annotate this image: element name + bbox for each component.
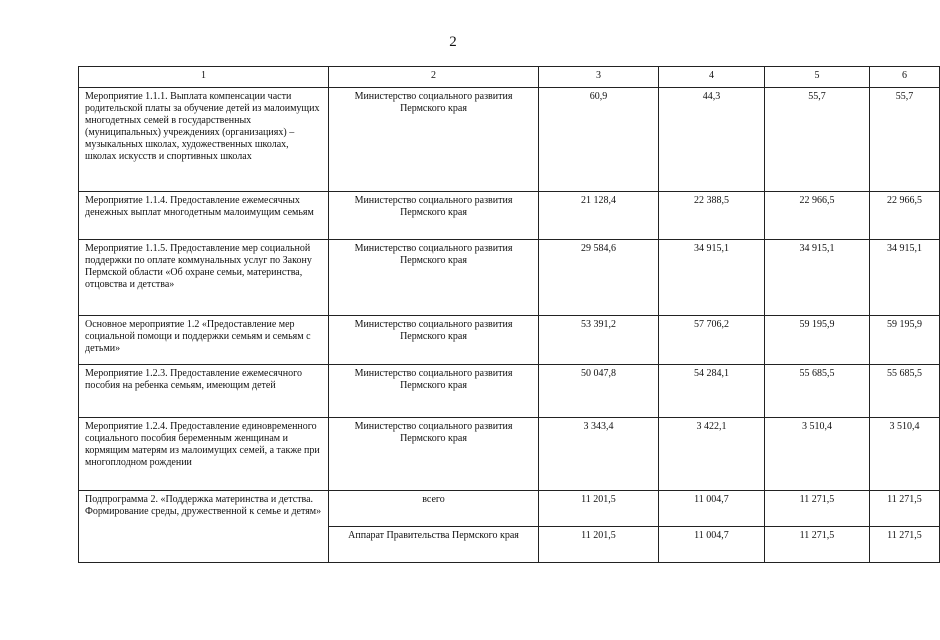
value-col-5: 55,7 — [765, 88, 870, 192]
header-col-5: 5 — [765, 67, 870, 88]
value-col-3: 60,9 — [539, 88, 659, 192]
value-col-5: 11 271,5 — [765, 491, 870, 527]
measure-name: Мероприятие 1.1.1. Выплата компенсации части родительской платы за обучение детей из малоимущих многодетных семей в государственных (муниципальных) учреждениях (организациях) – музыкальных школах, художественных школах, школах искусств и спортивных школах — [79, 88, 329, 192]
page-number: 2 — [449, 34, 457, 50]
value-col-4: 11 004,7 — [659, 491, 765, 527]
executor: Министерство социального развития Пермского края — [329, 365, 539, 418]
value-col-6: 11 271,5 — [870, 527, 940, 563]
measure-name: Основное мероприятие 1.2 «Предоставление мер социальной помощи и поддержки семьям и семьям с детьми» — [79, 316, 329, 365]
header-col-3: 3 — [539, 67, 659, 88]
table-row — [79, 192, 940, 240]
executor: всего — [329, 491, 539, 527]
value-col-6: 34 915,1 — [870, 240, 940, 316]
table-row — [79, 491, 940, 527]
value-col-3: 21 128,4 — [539, 192, 659, 240]
header-col-4: 4 — [659, 67, 765, 88]
value-col-4: 22 388,5 — [659, 192, 765, 240]
value-col-3: 53 391,2 — [539, 316, 659, 365]
value-col-6: 22 966,5 — [870, 192, 940, 240]
value-col-4: 34 915,1 — [659, 240, 765, 316]
value-col-4: 44,3 — [659, 88, 765, 192]
value-col-6: 11 271,5 — [870, 491, 940, 527]
value-col-3: 50 047,8 — [539, 365, 659, 418]
header-col-1: 1 — [79, 67, 329, 88]
value-col-5: 55 685,5 — [765, 365, 870, 418]
value-col-3: 3 343,4 — [539, 418, 659, 491]
executor: Министерство социального развития Пермского края — [329, 418, 539, 491]
header-col-2: 2 — [329, 67, 539, 88]
subprogram-name: Подпрограмма 2. «Поддержка материнства и детства. Формирование среды, дружественной к семье и детям» — [79, 491, 329, 563]
table-row — [79, 88, 940, 192]
value-col-5: 22 966,5 — [765, 192, 870, 240]
measure-name: Мероприятие 1.2.4. Предоставление единовременного социального пособия беременным женщинам и кормящим матерям из малоимущих семей, а также при многоплодном рождении — [79, 418, 329, 491]
budget-table — [78, 66, 940, 563]
executor: Министерство социального развития Пермского края — [329, 316, 539, 365]
value-col-4: 57 706,2 — [659, 316, 765, 365]
value-col-5: 11 271,5 — [765, 527, 870, 563]
executor: Аппарат Правительства Пермского края — [329, 527, 539, 563]
measure-name: Мероприятие 1.1.5. Предоставление мер социальной поддержки по оплате коммунальных услуг по Закону Пермской области «Об охране семьи, материнства, отцовства и детства» — [79, 240, 329, 316]
value-col-3: 11 201,5 — [539, 527, 659, 563]
value-col-6: 55 685,5 — [870, 365, 940, 418]
executor: Министерство социального развития Пермского края — [329, 240, 539, 316]
value-col-4: 3 422,1 — [659, 418, 765, 491]
value-col-3: 11 201,5 — [539, 491, 659, 527]
executor: Министерство социального развития Пермского края — [329, 192, 539, 240]
table-row — [79, 240, 940, 316]
value-col-6: 3 510,4 — [870, 418, 940, 491]
measure-name: Мероприятие 1.1.4. Предоставление ежемесячных денежных выплат многодетным малоимущим семьям — [79, 192, 329, 240]
value-col-3: 29 584,6 — [539, 240, 659, 316]
value-col-6: 55,7 — [870, 88, 940, 192]
table-row — [79, 418, 940, 491]
table-row — [79, 316, 940, 365]
table-row — [79, 365, 940, 418]
value-col-4: 54 284,1 — [659, 365, 765, 418]
value-col-5: 34 915,1 — [765, 240, 870, 316]
executor: Министерство социального развития Пермского края — [329, 88, 539, 192]
measure-name: Мероприятие 1.2.3. Предоставление ежемесячного пособия на ребенка семьям, имеющим детей — [79, 365, 329, 418]
value-col-6: 59 195,9 — [870, 316, 940, 365]
header-col-6: 6 — [870, 67, 940, 88]
header-row — [79, 67, 940, 88]
value-col-5: 3 510,4 — [765, 418, 870, 491]
value-col-5: 59 195,9 — [765, 316, 870, 365]
value-col-4: 11 004,7 — [659, 527, 765, 563]
